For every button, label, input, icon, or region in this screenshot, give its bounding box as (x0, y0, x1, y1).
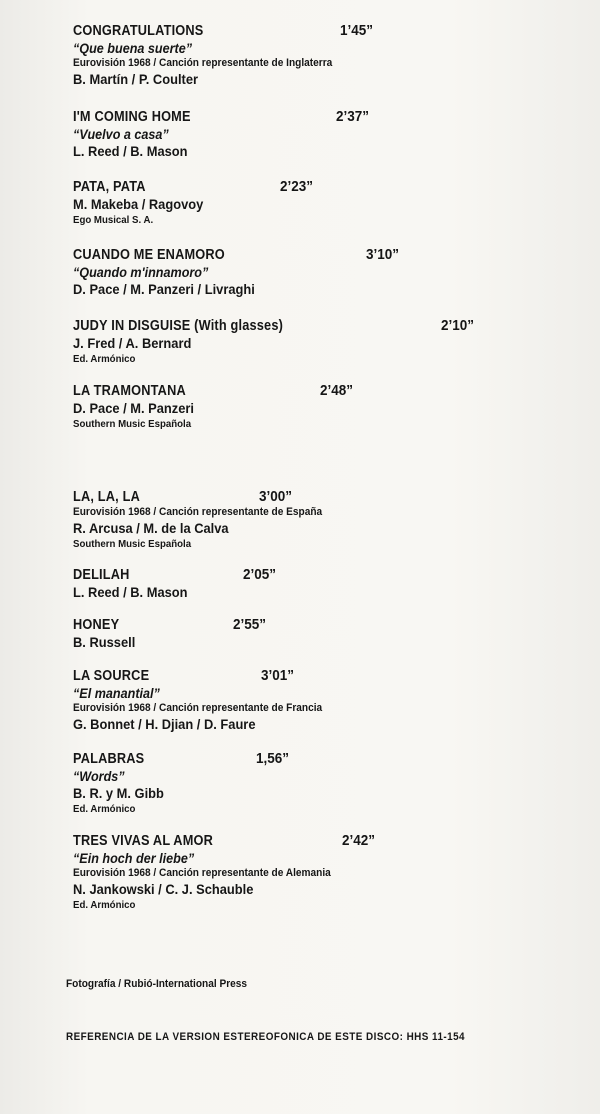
track-authors: R. Arcusa / M. de la Calva (73, 520, 229, 536)
track-duration: 3’01” (261, 667, 295, 684)
track-6 (73, 382, 354, 432)
track-authors: D. Pace / M. Panzeri (73, 400, 194, 416)
track-authors: D. Pace / M. Panzeri / Livraghi (73, 281, 255, 297)
track-duration: 2’05” (243, 566, 277, 583)
track-authors: G. Bonnet / H. Djian / D. Faure (73, 716, 256, 732)
track-12 (73, 832, 376, 913)
track-9 (73, 616, 267, 652)
track-duration: 2’37” (336, 108, 370, 125)
track-title: LA, LA, LA (73, 489, 140, 505)
track-title: PATA, PATA (73, 179, 146, 195)
track-publisher: Southern Music Española (73, 538, 192, 550)
track-duration: 2’48” (320, 382, 354, 399)
track-8 (73, 566, 277, 602)
track-4 (73, 246, 400, 299)
track-7 (73, 488, 344, 552)
track-authors: B. Russell (73, 634, 136, 650)
track-1 (73, 22, 374, 89)
track-authors: B. R. y M. Gibb (73, 785, 164, 801)
track-publisher: Southern Music Española (73, 418, 192, 430)
track-authors: L. Reed / B. Mason (73, 143, 188, 159)
track-duration: 2’55” (233, 616, 267, 633)
track-duration: 3’10” (366, 246, 400, 263)
track-title: DELILAH (73, 567, 130, 583)
track-publisher: Ed. Armónico (73, 899, 136, 911)
track-authors: N. Jankowski / C. J. Schauble (73, 881, 254, 897)
track-10 (73, 667, 344, 734)
track-title: HONEY (73, 617, 120, 633)
photo-credit: Fotografía / Rubió-International Press (66, 978, 248, 990)
track-duration: 2’42” (342, 832, 376, 849)
track-subtitle: “Que buena suerte” (73, 40, 193, 56)
track-subtitle: “Vuelvo a casa” (73, 126, 169, 142)
track-authors: M. Makeba / Ragovoy (73, 196, 204, 212)
track-title: CUANDO ME ENAMORO (73, 247, 225, 263)
track-duration: 1,56” (256, 750, 290, 767)
track-duration: 1’45” (340, 22, 374, 39)
track-subtitle: “Quando m'innamoro” (73, 264, 209, 280)
track-title: TRES VIVAS AL AMOR (73, 833, 214, 849)
track-title: LA TRAMONTANA (73, 383, 186, 399)
track-duration: 2’10” (441, 317, 475, 334)
track-authors: J. Fred / A. Bernard (73, 335, 192, 351)
track-duration: 2’23” (280, 178, 314, 195)
track-duration: 3’00” (259, 488, 293, 505)
track-subtitle: “Words” (73, 768, 125, 784)
track-note: Eurovisión 1968 / Canción representante de Alemania (73, 867, 331, 879)
track-subtitle: “Ein hoch der liebe” (73, 850, 195, 866)
track-3 (73, 178, 314, 228)
track-authors: B. Martín / P. Coulter (73, 71, 199, 87)
track-title: LA SOURCE (73, 668, 150, 684)
track-note: Eurovisión 1968 / Canción representante de Francia (73, 702, 323, 714)
track-5 (73, 317, 475, 367)
track-note: Eurovisión 1968 / Canción representante de Inglaterra (73, 57, 333, 69)
track-title: JUDY IN DISGUISE (With glasses) (73, 318, 284, 334)
track-note: Eurovisión 1968 / Canción representante de España (73, 506, 323, 518)
track-publisher: Ed. Armónico (73, 803, 136, 815)
track-publisher: Ego Musical S. A. (73, 214, 154, 226)
track-title: I'M COMING HOME (73, 109, 191, 125)
track-title: PALABRAS (73, 751, 145, 767)
track-2 (73, 108, 370, 161)
track-authors: L. Reed / B. Mason (73, 584, 188, 600)
stereo-reference: REFERENCIA DE LA VERSION ESTEREOFONICA DE ESTE DISCO: HHS 11-154 (66, 1031, 466, 1043)
track-11 (73, 750, 290, 817)
track-publisher: Ed. Armónico (73, 353, 136, 365)
track-title: CONGRATULATIONS (73, 23, 204, 39)
track-subtitle: “El manantial” (73, 685, 160, 701)
